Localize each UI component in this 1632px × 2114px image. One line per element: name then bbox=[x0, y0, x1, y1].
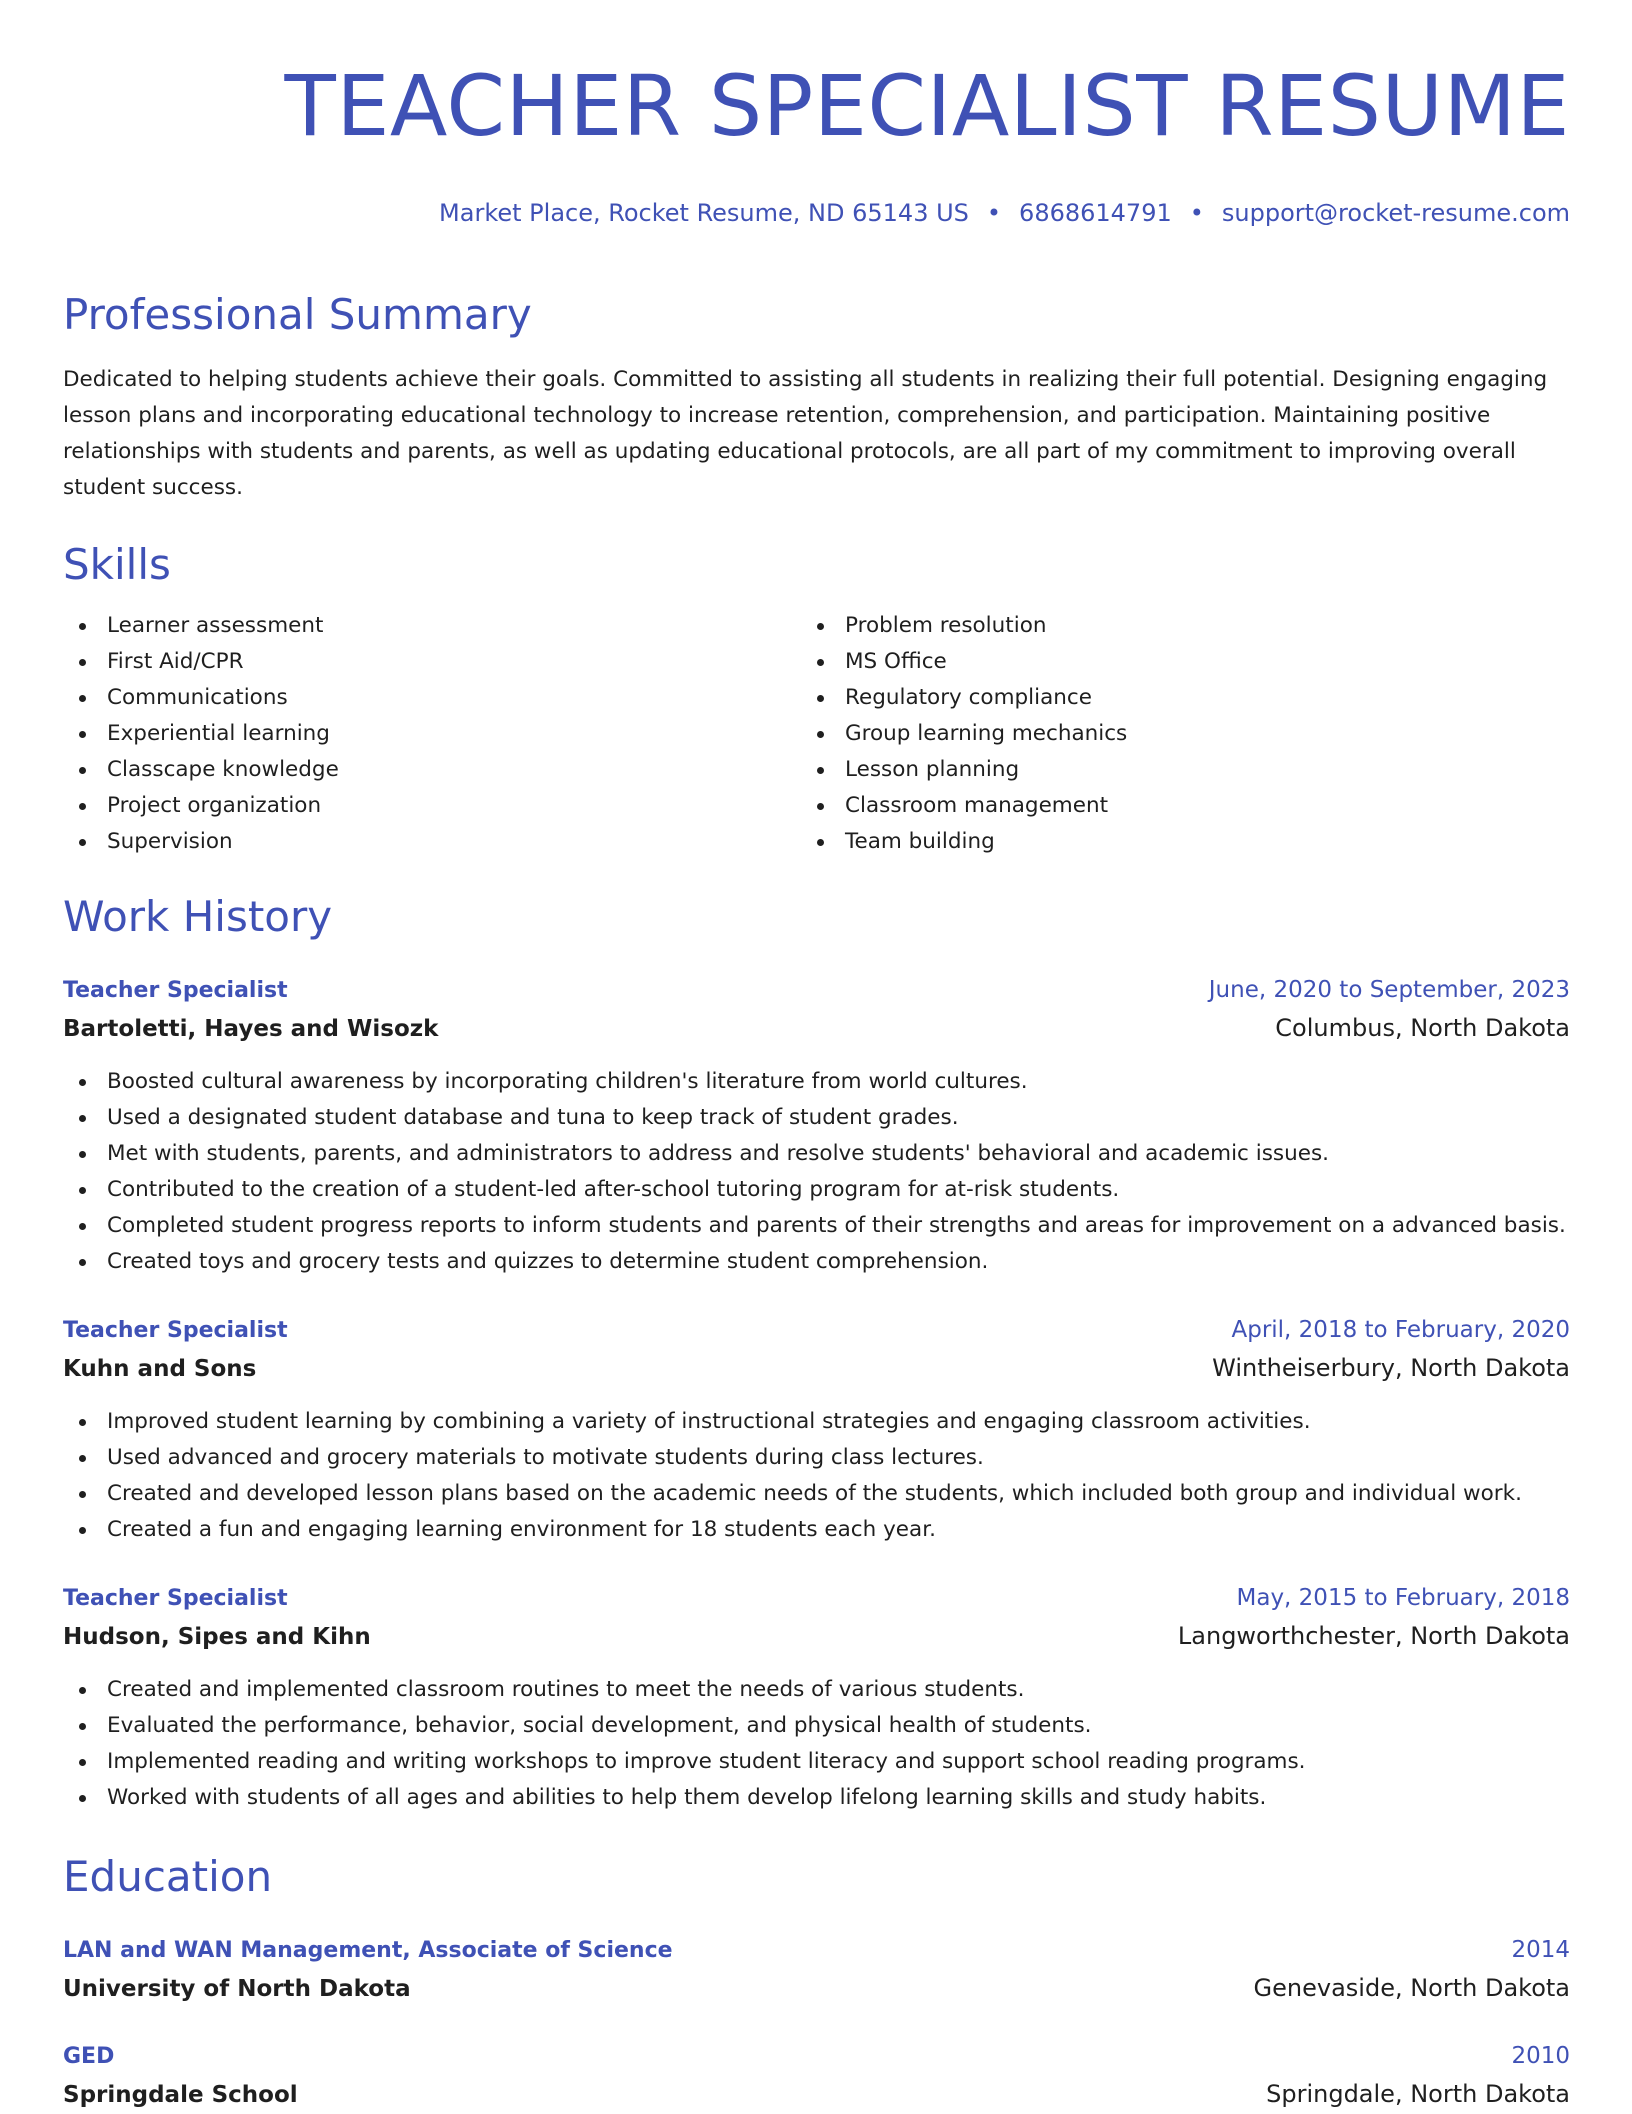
job-header-row bbox=[63, 1312, 1570, 1349]
job-role: Teacher Specialist bbox=[63, 1318, 288, 1343]
skills-heading: Skills bbox=[63, 540, 171, 589]
skill-item: Group learning mechanics bbox=[801, 716, 1539, 752]
skill-item: Project organization bbox=[63, 788, 801, 824]
education-heading: Education bbox=[63, 1852, 273, 1901]
skills-list bbox=[63, 608, 1570, 860]
job-entry bbox=[63, 1312, 1570, 1548]
skill-item: Communications bbox=[63, 680, 801, 716]
job-role: Teacher Specialist bbox=[63, 978, 288, 1003]
contact-separator: • bbox=[1189, 199, 1204, 227]
education-degree: LAN and WAN Management, Associate of Science bbox=[63, 1938, 673, 1963]
summary-heading: Professional Summary bbox=[63, 290, 532, 339]
job-employer-row bbox=[63, 1617, 1570, 1656]
work-history-heading: Work History bbox=[63, 892, 333, 941]
education-school-row bbox=[63, 2075, 1570, 2114]
contact-line bbox=[63, 198, 1570, 228]
job-bullet: Created and implemented classroom routines to meet the needs of various students. bbox=[63, 1672, 1570, 1708]
job-company: Hudson, Sipes and Kihn bbox=[63, 1624, 371, 1650]
job-bullet: Created a fun and engaging learning environment for 18 students each year. bbox=[63, 1512, 1570, 1548]
job-header-row bbox=[63, 1580, 1570, 1617]
job-company: Bartoletti, Hayes and Wisozk bbox=[63, 1016, 439, 1042]
education-location: Springdale, North Dakota bbox=[1266, 2080, 1570, 2108]
skill-item: MS Office bbox=[801, 644, 1539, 680]
job-dates: May, 2015 to February, 2018 bbox=[1236, 1585, 1570, 1611]
job-bullet: Improved student learning by combining a variety of instructional strategies and engaging classroom activities. bbox=[63, 1404, 1570, 1440]
job-location: Wintheiserbury, North Dakota bbox=[1212, 1354, 1570, 1382]
summary-text: Dedicated to helping students achieve their goals. Committed to assisting all students in realizing their full potential. Designing engaging lesson plans and incorporating educational technology to increase retention, comprehension, and participation. Maintaining positive relationships with students and parents, as well as updating educational protocols, are all part of my commitment to improving overall student success. bbox=[63, 367, 1548, 500]
job-bullets bbox=[63, 1064, 1570, 1280]
skills-column-left bbox=[63, 608, 801, 860]
job-bullet: Worked with students of all ages and abilities to help them develop lifelong learning skills and study habits. bbox=[63, 1780, 1570, 1816]
job-bullet: Completed student progress reports to inform students and parents of their strengths and areas for improvement on a advanced basis. bbox=[63, 1208, 1570, 1244]
skill-item: Classcape knowledge bbox=[63, 752, 801, 788]
skills-column-right bbox=[801, 608, 1539, 860]
job-role: Teacher Specialist bbox=[63, 1586, 288, 1611]
job-bullet: Boosted cultural awareness by incorporating children's literature from world cultures. bbox=[63, 1064, 1570, 1100]
job-dates: April, 2018 to February, 2020 bbox=[1231, 1317, 1570, 1343]
education-header-row bbox=[63, 1932, 1570, 1969]
skill-item: Problem resolution bbox=[801, 608, 1539, 644]
contact-address: Market Place, Rocket Resume, ND 65143 US bbox=[439, 199, 969, 227]
job-location: Langworthchester, North Dakota bbox=[1177, 1622, 1570, 1650]
job-bullets bbox=[63, 1672, 1570, 1816]
skill-item: Supervision bbox=[63, 824, 801, 860]
education-school: University of North Dakota bbox=[63, 1976, 411, 2002]
contact-separator: • bbox=[986, 199, 1002, 227]
skill-item: Lesson planning bbox=[801, 752, 1539, 788]
skill-item: Classroom management bbox=[801, 788, 1539, 824]
education-entry bbox=[63, 1932, 1570, 2008]
job-entry bbox=[63, 1580, 1570, 1816]
job-company: Kuhn and Sons bbox=[63, 1356, 257, 1382]
education-location: Genevaside, North Dakota bbox=[1253, 1974, 1570, 2002]
job-location: Columbus, North Dakota bbox=[1275, 1014, 1570, 1042]
skill-item: Experiential learning bbox=[63, 716, 801, 752]
job-bullets bbox=[63, 1404, 1570, 1548]
job-bullet: Created toys and grocery tests and quizzes to determine student comprehension. bbox=[63, 1244, 1570, 1280]
job-bullet: Used a designated student database and tuna to keep track of student grades. bbox=[63, 1100, 1570, 1136]
education-year: 2014 bbox=[1511, 1937, 1570, 1963]
resume-title: TEACHER SPECIALIST RESUME bbox=[284, 57, 1570, 155]
job-dates: June, 2020 to September, 2023 bbox=[1208, 977, 1570, 1003]
skill-item: Team building bbox=[801, 824, 1539, 860]
job-bullet: Created and developed lesson plans based on the academic needs of the students, which included both group and individual work. bbox=[63, 1476, 1570, 1512]
education-degree: GED bbox=[63, 2044, 115, 2069]
job-bullet: Used advanced and grocery materials to motivate students during class lectures. bbox=[63, 1440, 1570, 1476]
job-header-row bbox=[63, 972, 1570, 1009]
job-entry bbox=[63, 972, 1570, 1280]
job-employer-row bbox=[63, 1009, 1570, 1048]
contact-email: support@rocket-resume.com bbox=[1221, 199, 1570, 227]
education-header-row bbox=[63, 2038, 1570, 2075]
contact-phone: 6868614791 bbox=[1019, 199, 1172, 227]
education-year: 2010 bbox=[1511, 2043, 1570, 2069]
job-bullet: Contributed to the creation of a student-led after-school tutoring program for at-risk students. bbox=[63, 1172, 1570, 1208]
job-bullet: Evaluated the performance, behavior, social development, and physical health of students. bbox=[63, 1708, 1570, 1744]
skill-item: First Aid/CPR bbox=[63, 644, 801, 680]
education-entry bbox=[63, 2038, 1570, 2114]
skill-item: Learner assessment bbox=[63, 608, 801, 644]
education-school-row bbox=[63, 1969, 1570, 2008]
job-bullet: Met with students, parents, and administrators to address and resolve students' behavioral and academic issues. bbox=[63, 1136, 1570, 1172]
job-bullet: Implemented reading and writing workshops to improve student literacy and support school reading programs. bbox=[63, 1744, 1570, 1780]
education-school: Springdale School bbox=[63, 2082, 298, 2108]
skill-item: Regulatory compliance bbox=[801, 680, 1539, 716]
job-employer-row bbox=[63, 1349, 1570, 1388]
